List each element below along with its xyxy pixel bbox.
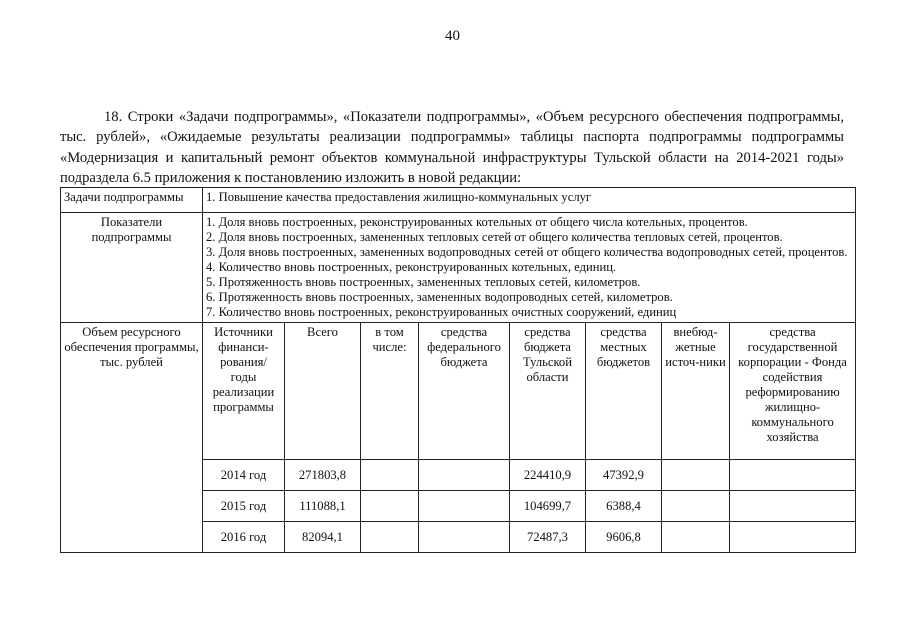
regional-cell: 104699,7 [510, 491, 586, 522]
including-cell [361, 522, 419, 553]
header-housing-fund: средства государственной корпорации - Фонда содействия реформированию жилищно-коммунального хозяйства [730, 323, 856, 460]
regional-cell: 224410,9 [510, 460, 586, 491]
page-number: 40 [445, 28, 460, 44]
passport-table [60, 187, 856, 553]
total-cell: 82094,1 [285, 522, 361, 553]
header-local-budgets: средства местных бюджетов [586, 323, 662, 460]
indicator-item: 6. Протяженность вновь построенных, замененных водопроводных сетей, километров. [206, 290, 673, 304]
indicator-item: 7. Количество вновь построенных, реконструированных очистных сооружений, единиц [206, 305, 677, 319]
resources-label: Объем ресурсного обеспечения программы, тыс. рублей [61, 323, 203, 553]
tasks-value: 1. Повышение качества предоставления жилищно-коммунальных услуг [203, 188, 856, 213]
fund-cell [730, 460, 856, 491]
total-cell: 271803,8 [285, 460, 361, 491]
extra-cell [662, 491, 730, 522]
local-cell: 47392,9 [586, 460, 662, 491]
local-cell: 9606,8 [586, 522, 662, 553]
header-federal-budget: средства федерального бюджета [419, 323, 510, 460]
year-cell: 2015 год [203, 491, 285, 522]
indicator-item: 3. Доля вновь построенных, замененных водопроводных сетей от общего количества водопроводных сетей, процентов. [206, 245, 848, 259]
year-cell: 2014 год [203, 460, 285, 491]
header-regional-budget: средства бюджета Тульской области [510, 323, 586, 460]
extra-cell [662, 460, 730, 491]
extra-cell [662, 522, 730, 553]
indicator-item: 5. Протяженность вновь построенных, замененных тепловых сетей, километров. [206, 275, 641, 289]
header-sources-years: Источники финанси-рования/ годы реализации программы [203, 323, 285, 460]
header-extrabudgetary: внебюд-жетные источ-ники [662, 323, 730, 460]
resources-header-row [61, 323, 856, 460]
indicators-list [203, 213, 856, 323]
indicators-row [61, 213, 856, 323]
fund-cell [730, 522, 856, 553]
total-cell: 111088,1 [285, 491, 361, 522]
including-cell [361, 491, 419, 522]
federal-cell [419, 460, 510, 491]
indicator-item: 4. Количество вновь построенных, реконструированных котельных, единиц. [206, 260, 617, 274]
federal-cell [419, 522, 510, 553]
indicators-label: Показатели подпрограммы [61, 213, 203, 323]
intro-paragraph: 18. Строки «Задачи подпрограммы», «Показатели подпрограммы», «Объем ресурсного обеспечения подпрограммы, тыс. рублей», «Ожидаемые результаты реализации подпрограммы» таблицы паспорта подпрограммы подпрограммы «Модернизация и капитальный ремонт объектов коммунальной инфраструктуры Тульской области на 2014-2021 годы» подраздела 6.5 приложения к постановлению изложить в новой редакции: [60, 108, 844, 187]
indicator-item: 1. Доля вновь построенных, реконструированных котельных от общего числа котельных, процентов. [206, 215, 748, 229]
federal-cell [419, 491, 510, 522]
year-cell: 2016 год [203, 522, 285, 553]
tasks-label: Задачи подпрограммы [61, 188, 203, 213]
including-cell [361, 460, 419, 491]
fund-cell [730, 491, 856, 522]
regional-cell: 72487,3 [510, 522, 586, 553]
indicator-item: 2. Доля вновь построенных, замененных тепловых сетей от общего количества тепловых сетей, процентов. [206, 230, 783, 244]
local-cell: 6388,4 [586, 491, 662, 522]
tasks-row [61, 188, 856, 213]
header-total: Всего [285, 323, 361, 460]
header-including: в том числе: [361, 323, 419, 460]
